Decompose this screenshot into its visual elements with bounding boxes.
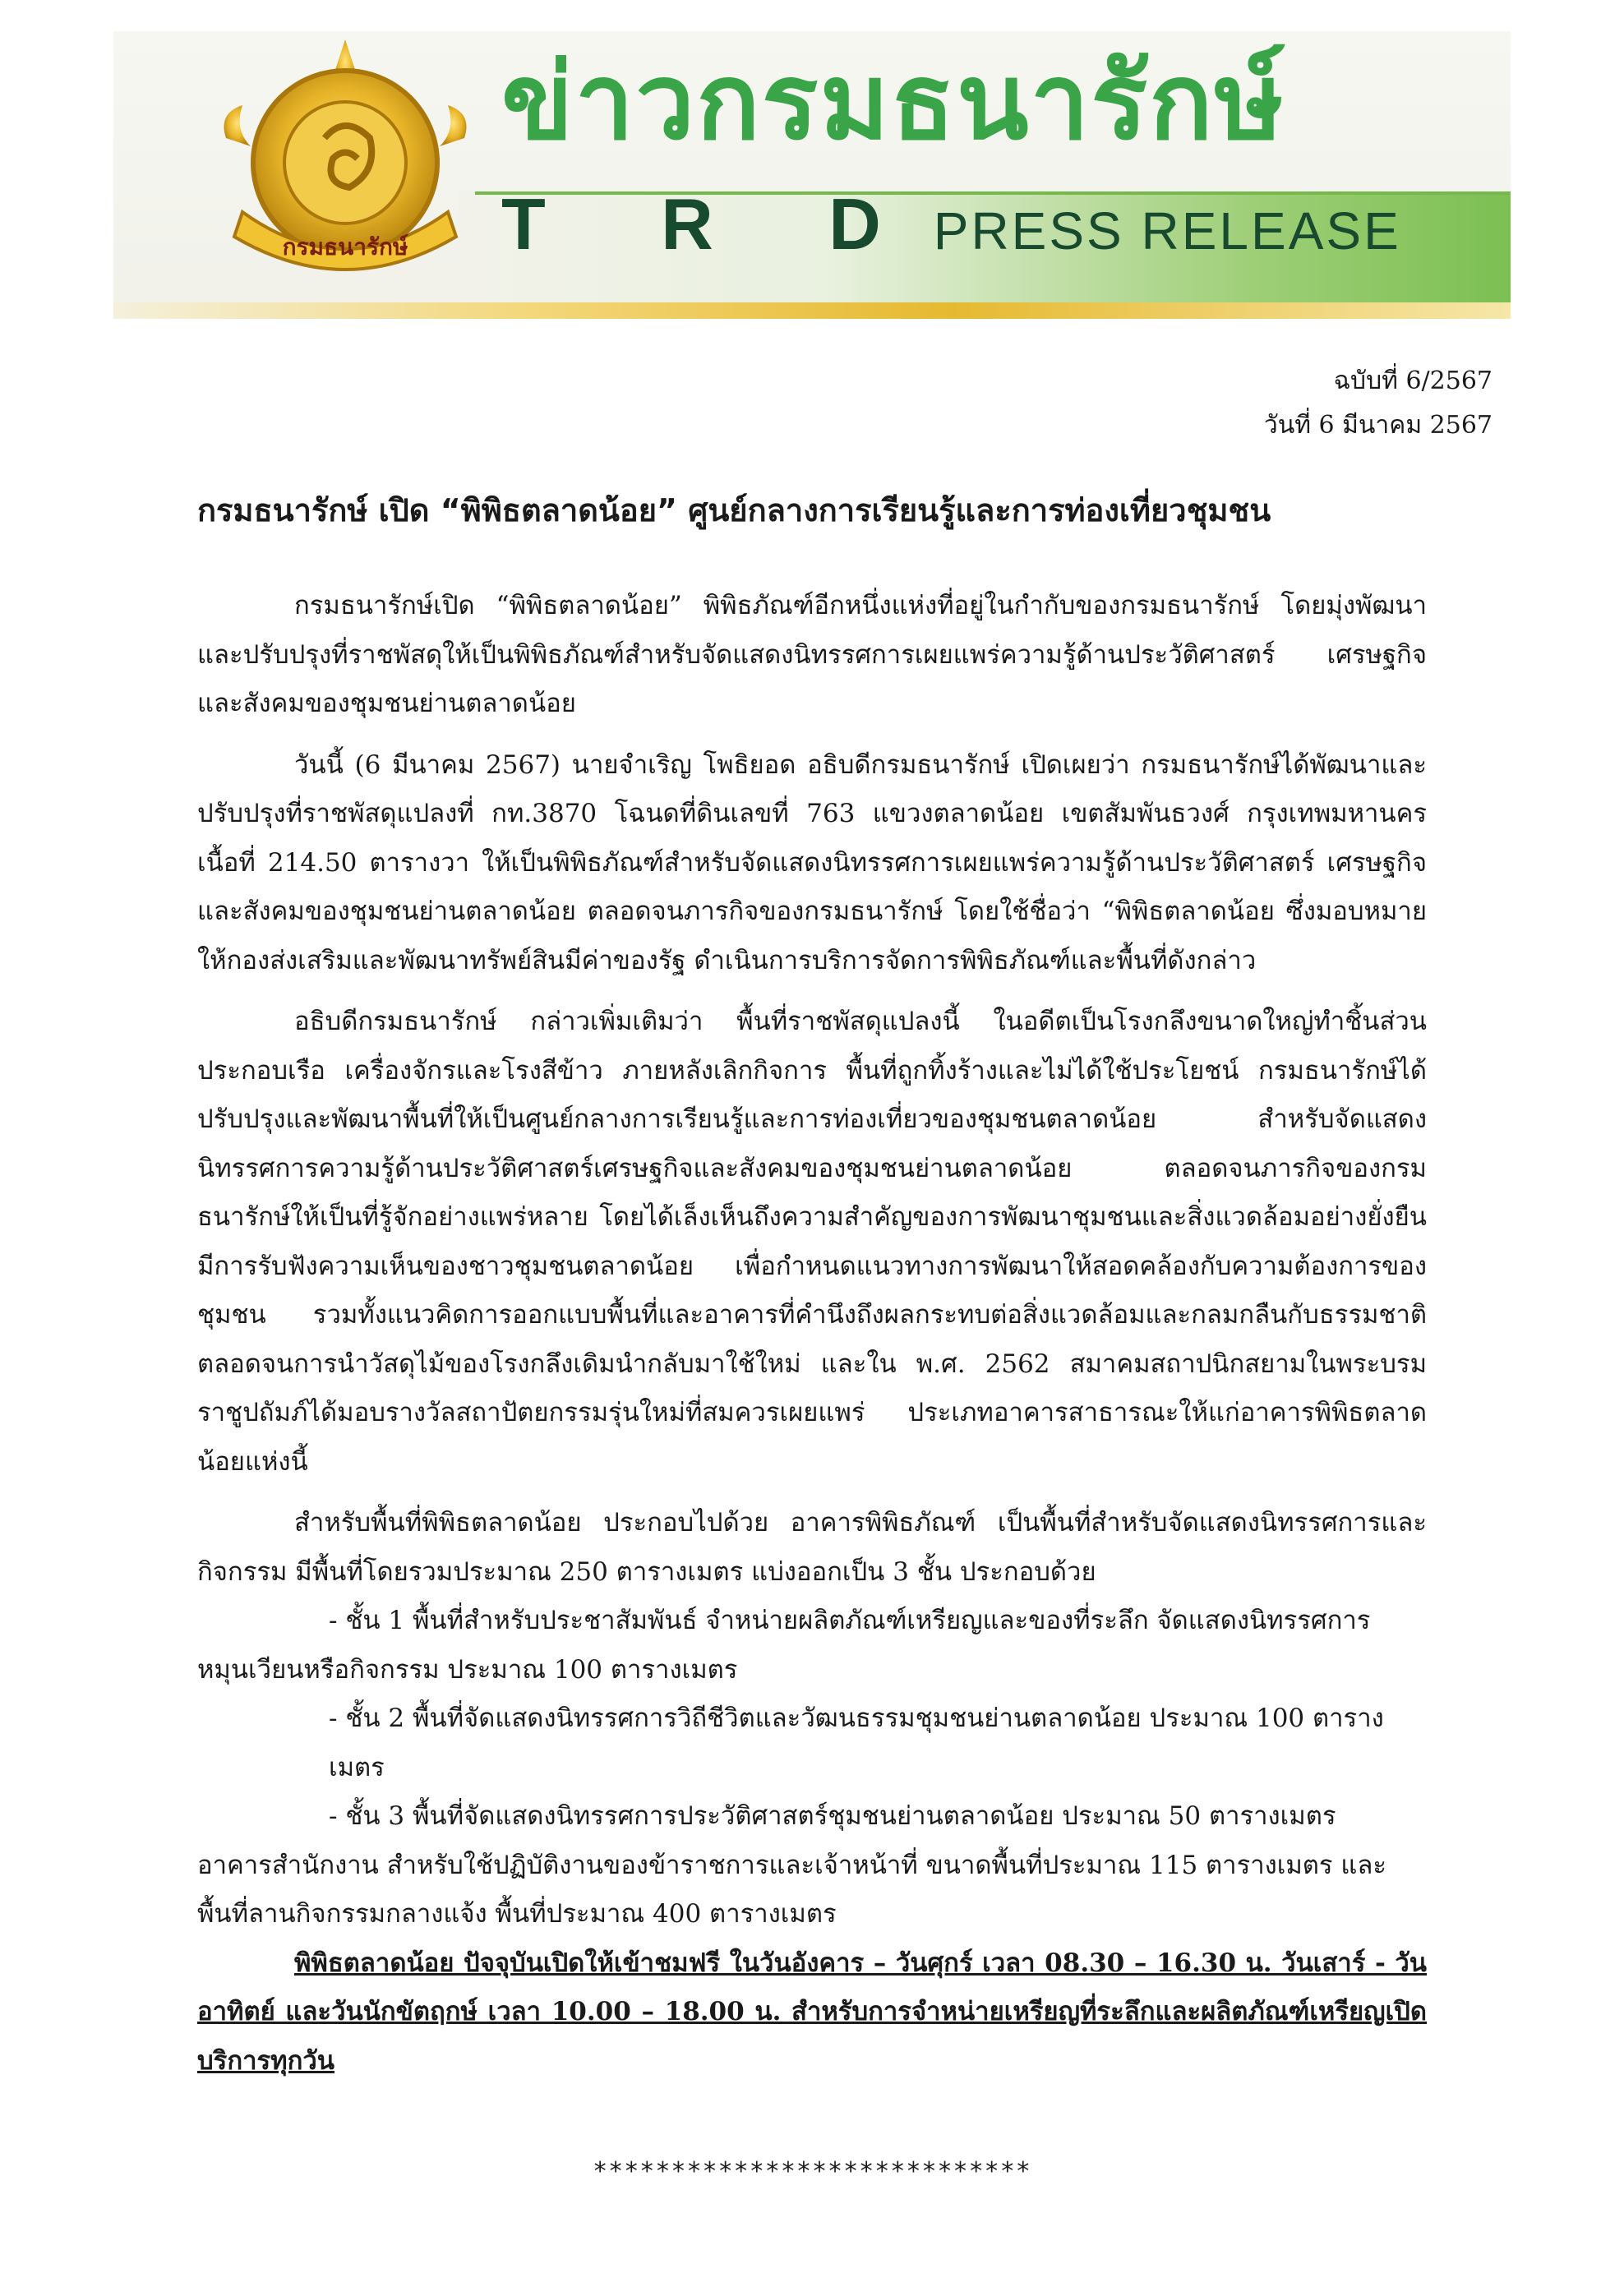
opening-hours-notice: พิพิธตลาดน้อย ปัจจุบันเปิดให้เข้าชมฟรี ในวันอังคาร – วันศุกร์ เวลา 08.30 – 16.30 น. วันเสาร์ - วันอาทิตย์ และวันนักขัตฤกษ์ เวลา 10.00 – 18.00 น. สำหรับการจำหน่ายเหรียญที่ระลึกและผลิตภัณฑ์เหรียญเปิดบริการทุกวัน [197, 1948, 1427, 2076]
emblem-text: กรมธนารักษ์ [282, 233, 408, 260]
floor-3-item: - ชั้น 3 พื้นที่จัดแสดงนิทรรศการประวัติศาสตร์ชุมชนย่านตลาดน้อย ประมาณ 50 ตารางเมตร [329, 1801, 1336, 1831]
paragraph-2: วันนี้ (6 มีนาคม 2567) นายจำเริญ โพธิยอด อธิบดีกรมธนารักษ์ เปิดเผยว่า กรมธนารักษ์ได้พัฒนาและปรับปรุงที่ราชพัสดุแปลงที่ กท.3870 โฉนดที่ดินเลขที่ 763 แขวงตลาดน้อย เขตสัมพันธวงศ์ กรุงเทพมหานคร เนื้อที่ 214.50 ตารางวา ให้เป็นพิพิธภัณฑ์สำหรับจัดแสดงนิทรรศการเผยแพร่ความรู้ด้านประวัติศาสตร์ เศรษฐกิจและสังคมของชุมชนย่านตลาดน้อย ตลอดจนภารกิจของกรมธนารักษ์ โดยใช้ชื่อว่า “พิพิธตลาดน้อย ซึ่งมอบหมายให้กองส่งเสริมและพัฒนาทรัพย์สินมีค่าของรัฐ ดำเนินการบริการจัดการพิพิธภัณฑ์และพื้นที่ดังกล่าว [197, 749, 1427, 975]
paragraph-4: สำหรับพื้นที่พิพิธตลาดน้อย ประกอบไปด้วย อาคารพิพิธภัณฑ์ เป็นพื้นที่สำหรับจัดแสดงนิทรรศการและกิจกรรม มีพื้นที่โดยรวมประมาณ 250 ตารางเมตร แบ่งออกเป็น 3 ชั้น ประกอบด้วย [197, 1508, 1427, 1587]
body-text [197, 582, 1427, 2098]
headline: กรมธนารักษ์ เปิด “พิพิธตลาดน้อย” ศูนย์กลางการเรียนรู้และการท่องเที่ยวชุมชน [197, 492, 1271, 528]
end-mark: **************************** [593, 2157, 1031, 2186]
floor-1-item: - ชั้น 1 พื้นที่สำหรับประชาสัมพันธ์ จำหน่ายผลิตภัณฑ์เหรียญและของที่ระลึก จัดแสดงนิทรรศการ [329, 1606, 1371, 1635]
floor-2-item: - ชั้น 2 พื้นที่จัดแสดงนิทรรศการวิถีชีวิตและวัฒนธรรมชุมชนย่านตลาดน้อย ประมาณ 100 ตารางเมตร [329, 1704, 1384, 1782]
issue-number: ฉบับที่ 6/2567 [1333, 367, 1493, 395]
banner-title-press-release: PRESS RELEASE [933, 201, 1401, 260]
paragraph-1: กรมธนารักษ์เปิด “พิพิธตลาดน้อย” พิพิธภัณฑ์อีกหนึ่งแห่งที่อยู่ในกำกับของกรมธนารักษ์ โดยมุ่งพัฒนาและปรับปรุงที่ราชพัสดุให้เป็นพิพิธภัณฑ์สำหรับจัดแสดงนิทรรศการเผยแพร่ความรู้ด้านประวัติศาสตร์ เศรษฐกิจและสังคมของชุมชนย่านตลาดน้อย [197, 591, 1427, 718]
banner-title-th: ข่าวกรมธนารักษ์ [501, 41, 1285, 164]
release-date: วันที่ 6 มีนาคม 2567 [1263, 411, 1493, 440]
paragraph-3: อธิบดีกรมธนารักษ์ กล่าวเพิ่มเติมว่า พื้นที่ราชพัสดุแปลงนี้ ในอดีตเป็นโรงกลึงขนาดใหญ่ทำชิ้นส่วนประกอบเรือ เครื่องจักรและโรงสีข้าว ภายหลังเลิกกิจการ พื้นที่ถูกทิ้งร้างและไม่ได้ใช้ประโยชน์ กรมธนารักษ์ได้ปรับปรุงและพัฒนาพื้นที่ให้เป็นศูนย์กลางการเรียนรู้และการท่องเที่ยวของชุมชนตลาดน้อย สำหรับจัดแสดงนิทรรศการความรู้ด้านประวัติศาสตร์เศรษฐกิจและสังคมของชุมชนย่านตลาดน้อย ตลอดจนภารกิจของกรมธนารักษ์ให้เป็นที่รู้จักอย่างแพร่หลาย โดยได้เล็งเห็นถึงความสำคัญของการพัฒนาชุมชนและสิ่งแวดล้อมอย่างยั่งยืน มีการรับฟังความเห็นของชาวชุมชนตลาดน้อย เพื่อกำหนดแนวทางการพัฒนาให้สอดคล้องกับความต้องการของชุมชน รวมทั้งแนวคิดการออกแบบพื้นที่และอาคารที่คำนึงถึงผลกระทบต่อสิ่งแวดล้อมและกลมกลืนกับธรรมชาติ ตลอดจนการนำวัสดุไม้ของโรงกลึงเดิมนำกลับมาใช้ใหม่ และใน พ.ศ. 2562 สมาคมสถาปนิกสยามในพระบรมราชูปถัมภ์ได้มอบรางวัลสถาปัตยกรรมรุ่นใหม่ที่สมควรเผยแพร่ ประเภทอาคารสาธารณะให้แก่อาคารพิพิธตลาดน้อยแห่งนี้ [197, 1007, 1427, 1477]
banner-title-en [501, 179, 1401, 270]
banner-gold-band [113, 302, 1511, 319]
treasury-department-emblem-icon [210, 39, 481, 286]
floor-1-item-continued: หมุนเวียนหรือกิจกรรม ประมาณ 100 ตารางเมตร [197, 1654, 738, 1685]
banner-title-trd: T R D [501, 183, 929, 265]
office-text: อาคารสำนักงาน สำหรับใช้ปฏิบัติงานของข้าราชการและเจ้าหน้าที่ ขนาดพื้นที่ประมาณ 115 ตารางเมตร และพื้นที่ลานกิจกรรมกลางแจ้ง พื้นที่ประมาณ 400 ตารางเมตร [197, 1850, 1387, 1929]
